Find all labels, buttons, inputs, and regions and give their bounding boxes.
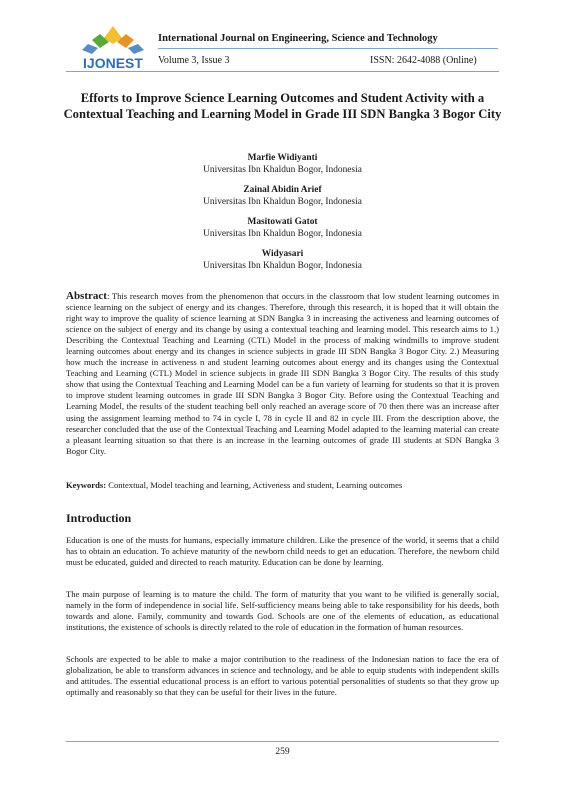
paper-title: Efforts to Improve Science Learning Outcomes and Student Activity with a Contextual Teaching and Learning Model in Grade III SDN Bangka 3 Bogor City [63,91,502,121]
footer-rule [66,741,499,742]
author-affiliation: Universitas Ibn Khaldun Bogor, Indonesia [203,197,362,207]
paragraph: Schools are expected to be able to make a major contribution to the readiness of the Indonesian nation to face the era of globalization, be able to transform advances in science and technology, and be able to equip students with independent skills and attitudes. The essential educational process is an effort to various potential personalities of students so that they grow up optimally and reasonably so that they can be useful for their lives in the future. [66,654,499,698]
author-name: Zainal Abidin Arief [243,185,322,195]
author-block [0,152,565,176]
author-name: Marfie Widiyanti [247,153,318,163]
paragraph: Education is one of the musts for humans, especially immature children. Like the presence of the world, it seems that a child has to obtain an education. To achieve maturity of the newborn child needs to get an education. Therefore, the newborn child must be educated, guided and directed to reach maturity. Education can be done by learning. [66,535,499,568]
author-block [0,216,565,240]
page-number: 259 [275,747,290,757]
author-block [0,248,565,272]
issn: ISSN: 2642-4088 (Online) [370,55,477,66]
journal-title: International Journal on Engineering, Science and Technology [158,33,438,44]
paragraph: The main purpose of learning is to mature the child. The form of maturity that you want to be vilified is generally social, namely in the form of independence in social life. Self-sufficiency means being able to take responsibility for his deeds, both towards and alone. Family, community and towards God. Schools are one of the elements of education, as educational institutions, the existence of schools is directly related to the role of education in the formation of human resources. [66,589,499,633]
keywords-label: Keywords: [66,480,107,490]
journal-logo [76,24,150,72]
logo-text: IJONEST [83,55,143,71]
abstract-label: Abstract [66,290,107,302]
volume-issue: Volume 3, Issue 3 [158,55,230,66]
author-name: Masitowati Gatot [247,217,318,227]
author-affiliation: Universitas Ibn Khaldun Bogor, Indonesia [203,229,362,239]
abstract-text: : This research moves from the phenomenon that occurs in the classroom that low student learning outcomes in science learning on the subject of energy and its changes. Therefore, through this research, it is hoped that it will obtain the right way to improve the quality of science learning at SDN Bangka 3 in increasing the activeness and learning outcomes of science on the subject of energy and its change by using a contextual teaching and learning model. This research aims to 1.) Describing the Contextual Teaching and Learning (CTL) Model in the process of making windmills to improve student learning outcomes about energy and its changes in science subjects in grade III SDN Bangka 3 Bogor City. 2.) Measuring how much the increase in activeness n and student learning outcomes about energy and its changes using the Contextual Teaching and Learning (CTL) Model in science subjects in grade III SDN Bangka 3 Bogor City. The results of this study show that using the Contextual Teaching and Learning Model can be a fun variety of learning for students so that it is proven to improve student learning outcomes in grade III SDN Bangka 3 Bogor City. Before using the Contextual Teaching and Learning Model, the results of the student teaching bell only reached an average score of 70 then there was an increase after using the assignment learning method to 74 in cycle I, 78 in cycle II and 82 in cycle III. From the description above, the researcher concluded that the use of the Contextual Teaching and Learning Model adapted to the learning material can create a pleasant learning situation so that there is an increase in the learning outcomes of grade III students at SDN Bangka 3 Bogor City. [66,291,499,456]
keywords-text: Contextual, Model teaching and learning, Activeness and student, Learning outcomes [106,480,403,490]
abstract [66,291,499,457]
section-heading-introduction: Introduction [66,511,132,525]
keywords [66,480,499,491]
author-affiliation: Universitas Ibn Khaldun Bogor, Indonesia [203,165,362,175]
header-rule-bottom [66,71,499,72]
author-affiliation: Universitas Ibn Khaldun Bogor, Indonesia [203,261,362,271]
author-block [0,184,565,208]
header-rule-top [158,48,498,49]
author-name: Widyasari [261,249,304,259]
